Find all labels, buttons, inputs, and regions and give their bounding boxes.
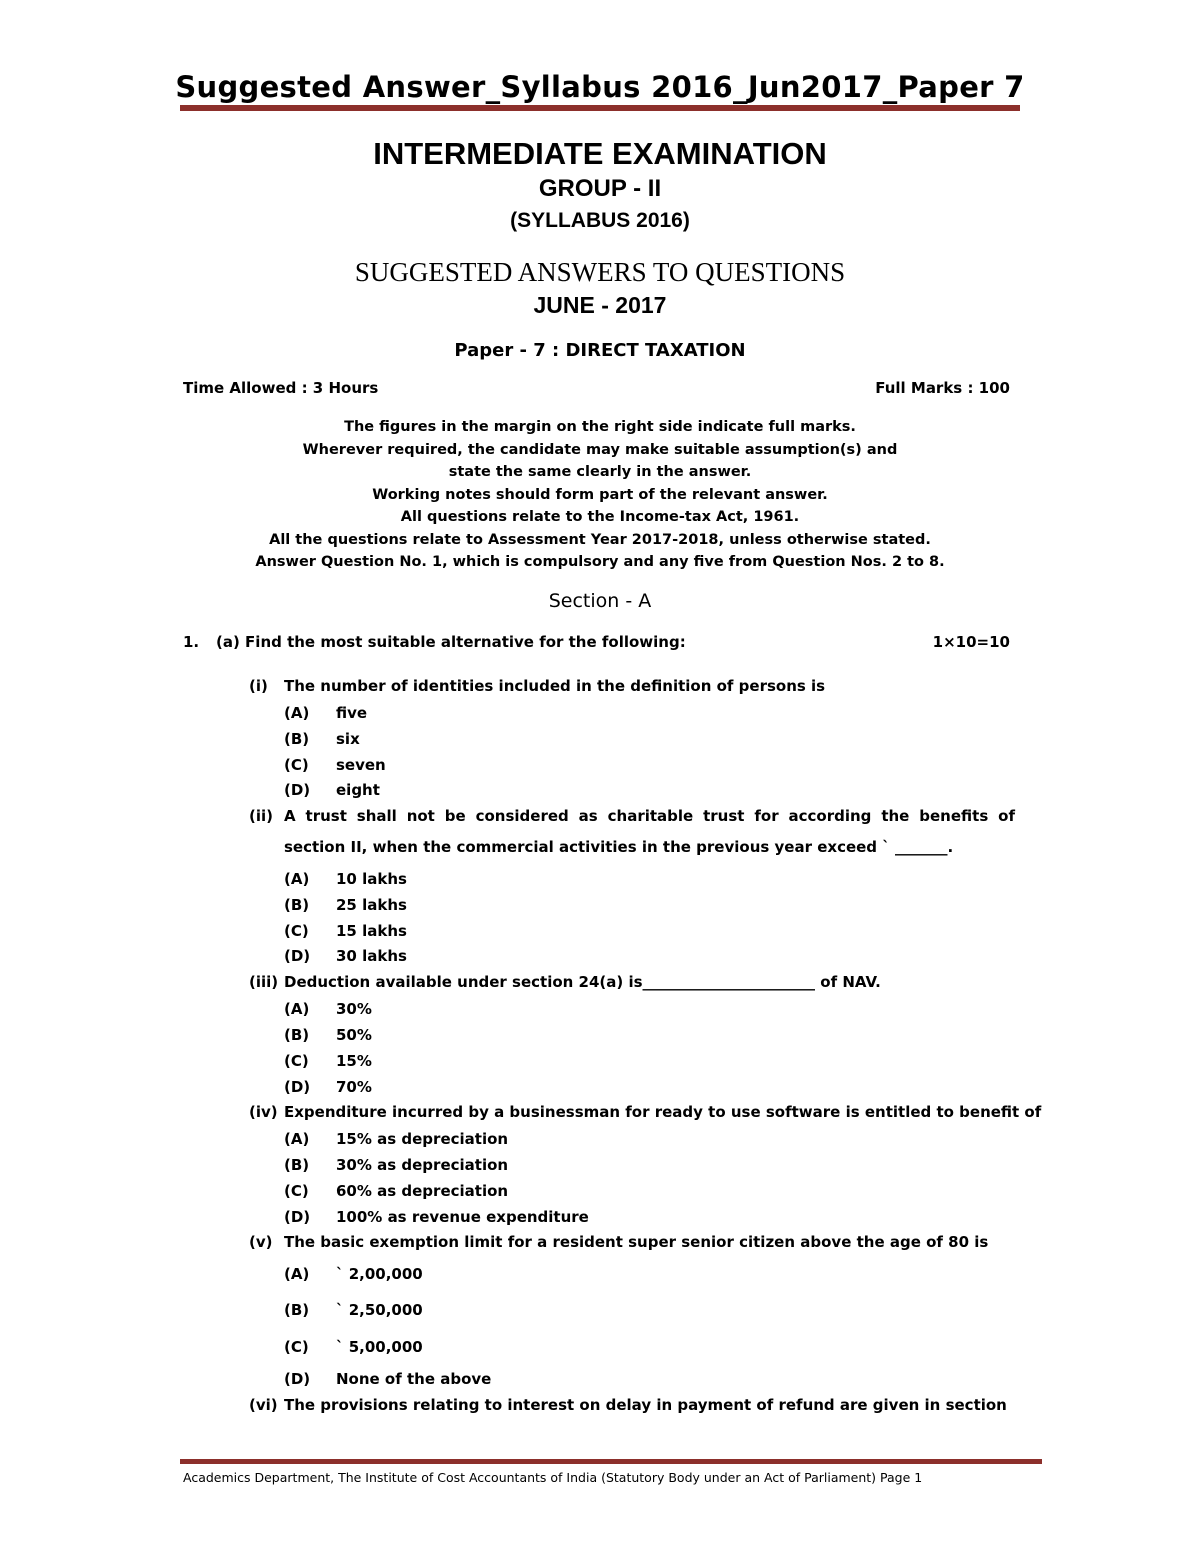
item-text: The provisions relating to interest on delay in payment of refund are given in section xyxy=(284,1396,1007,1414)
instructions xyxy=(0,416,1200,574)
section-title: Section - A xyxy=(548,590,652,612)
option-text: 25 lakhs xyxy=(336,896,407,914)
header-rule xyxy=(180,105,1020,111)
option-label: (B) xyxy=(284,730,310,748)
option-label: (A) xyxy=(284,1000,310,1018)
option-text: 100% as revenue expenditure xyxy=(336,1208,589,1226)
option-label: (D) xyxy=(284,1208,311,1226)
option-label: (D) xyxy=(284,1370,311,1388)
option-text: 50% xyxy=(336,1026,372,1044)
option-text: ` 5,00,000 xyxy=(336,1338,423,1356)
option-label: (A) xyxy=(284,870,310,888)
option-label: (A) xyxy=(284,704,310,722)
instruction-line: Answer Question No. 1, which is compulsory and any five from Question Nos. 2 to 8. xyxy=(255,554,945,570)
item-text: A trust shall not be considered as charitable trust for according the benefits of xyxy=(284,807,1015,825)
option-label: (C) xyxy=(284,1338,309,1356)
instruction-line: state the same clearly in the answer. xyxy=(448,464,752,480)
item-text: Expenditure incurred by a businessman for ready to use software is entitled to benefit of xyxy=(284,1103,1042,1121)
option-label: (B) xyxy=(284,1156,310,1174)
time-allowed: Time Allowed : 3 Hours xyxy=(183,379,379,397)
option-text: 15 lakhs xyxy=(336,922,407,940)
option-text: 60% as depreciation xyxy=(336,1182,509,1200)
option-label: (B) xyxy=(284,1026,310,1044)
option-text: 10 lakhs xyxy=(336,870,407,888)
suggested-answers-title: SUGGESTED ANSWERS TO QUESTIONS xyxy=(354,257,846,287)
option-label: (D) xyxy=(284,947,311,965)
item-text: The basic exemption limit for a resident super senior citizen above the age of 80 is xyxy=(284,1233,989,1251)
instruction-line: Wherever required, the candidate may make suitable assumption(s) and xyxy=(302,441,898,458)
option-text: 30% as depreciation xyxy=(336,1156,509,1174)
option-text: 30% xyxy=(336,1000,372,1018)
page-footer: Academics Department, The Institute of Cost Accountants of India (Statutory Body under an Act of Parliament) Page 1 xyxy=(183,1470,923,1485)
exam-title: INTERMEDIATE EXAMINATION xyxy=(373,136,827,171)
option-text: 15% xyxy=(336,1052,372,1070)
item-number: (i) xyxy=(249,677,268,695)
item-text-continued: section II, when the commercial activities in the previous year exceed ` _______. xyxy=(284,838,954,856)
option-text: None of the above xyxy=(336,1370,492,1388)
item-number: (iv) xyxy=(249,1103,278,1121)
item-number: (ii) xyxy=(249,807,273,825)
option-label: (A) xyxy=(284,1130,310,1148)
instruction-line: All the questions relate to Assessment Year 2017-2018, unless otherwise stated. xyxy=(269,531,931,548)
item-number: (iii) xyxy=(249,973,279,991)
option-text: 30 lakhs xyxy=(336,947,407,965)
item-number: (vi) xyxy=(249,1396,278,1414)
option-label: (C) xyxy=(284,756,309,774)
instruction-line: The figures in the margin on the right side indicate full marks. xyxy=(344,419,856,435)
option-text: 70% xyxy=(336,1078,372,1096)
option-text: six xyxy=(336,730,360,748)
paper-title: Paper - 7 : DIRECT TAXATION xyxy=(454,340,746,361)
option-text: ` 2,50,000 xyxy=(336,1301,423,1319)
question-number: 1. xyxy=(183,633,200,651)
footer-rule xyxy=(180,1459,1042,1464)
group-title: GROUP - II xyxy=(538,175,662,202)
question-marks: 1×10=10 xyxy=(932,633,1010,651)
option-text: seven xyxy=(336,756,386,774)
question-part: (a) Find the most suitable alternative for the following: xyxy=(216,633,686,651)
session-title: JUNE - 2017 xyxy=(533,292,667,318)
instruction-line: All questions relate to the Income-tax Act, 1961. xyxy=(400,509,800,525)
item-text: The number of identities included in the definition of persons is xyxy=(284,677,826,695)
syllabus-title: (SYLLABUS 2016) xyxy=(510,209,690,232)
option-text: five xyxy=(336,704,368,722)
instruction-line: Working notes should form part of the relevant answer. xyxy=(372,486,828,503)
option-label: (D) xyxy=(284,1078,311,1096)
option-label: (B) xyxy=(284,1301,310,1319)
option-label: (C) xyxy=(284,922,309,940)
option-label: (B) xyxy=(284,896,310,914)
option-label: (A) xyxy=(284,1265,310,1283)
full-marks: Full Marks : 100 xyxy=(875,379,1010,397)
option-label: (D) xyxy=(284,781,311,799)
option-text: ` 2,00,000 xyxy=(336,1265,423,1283)
option-text: eight xyxy=(336,781,380,799)
item-number: (v) xyxy=(249,1233,273,1251)
page-header-title: Suggested Answer_Syllabus 2016_Jun2017_Paper 7 xyxy=(175,70,1025,104)
option-label: (C) xyxy=(284,1052,309,1070)
option-text: 15% as depreciation xyxy=(336,1130,509,1148)
item-text: Deduction available under section 24(a) is_______________________ of NAV. xyxy=(284,973,881,991)
option-label: (C) xyxy=(284,1182,309,1200)
